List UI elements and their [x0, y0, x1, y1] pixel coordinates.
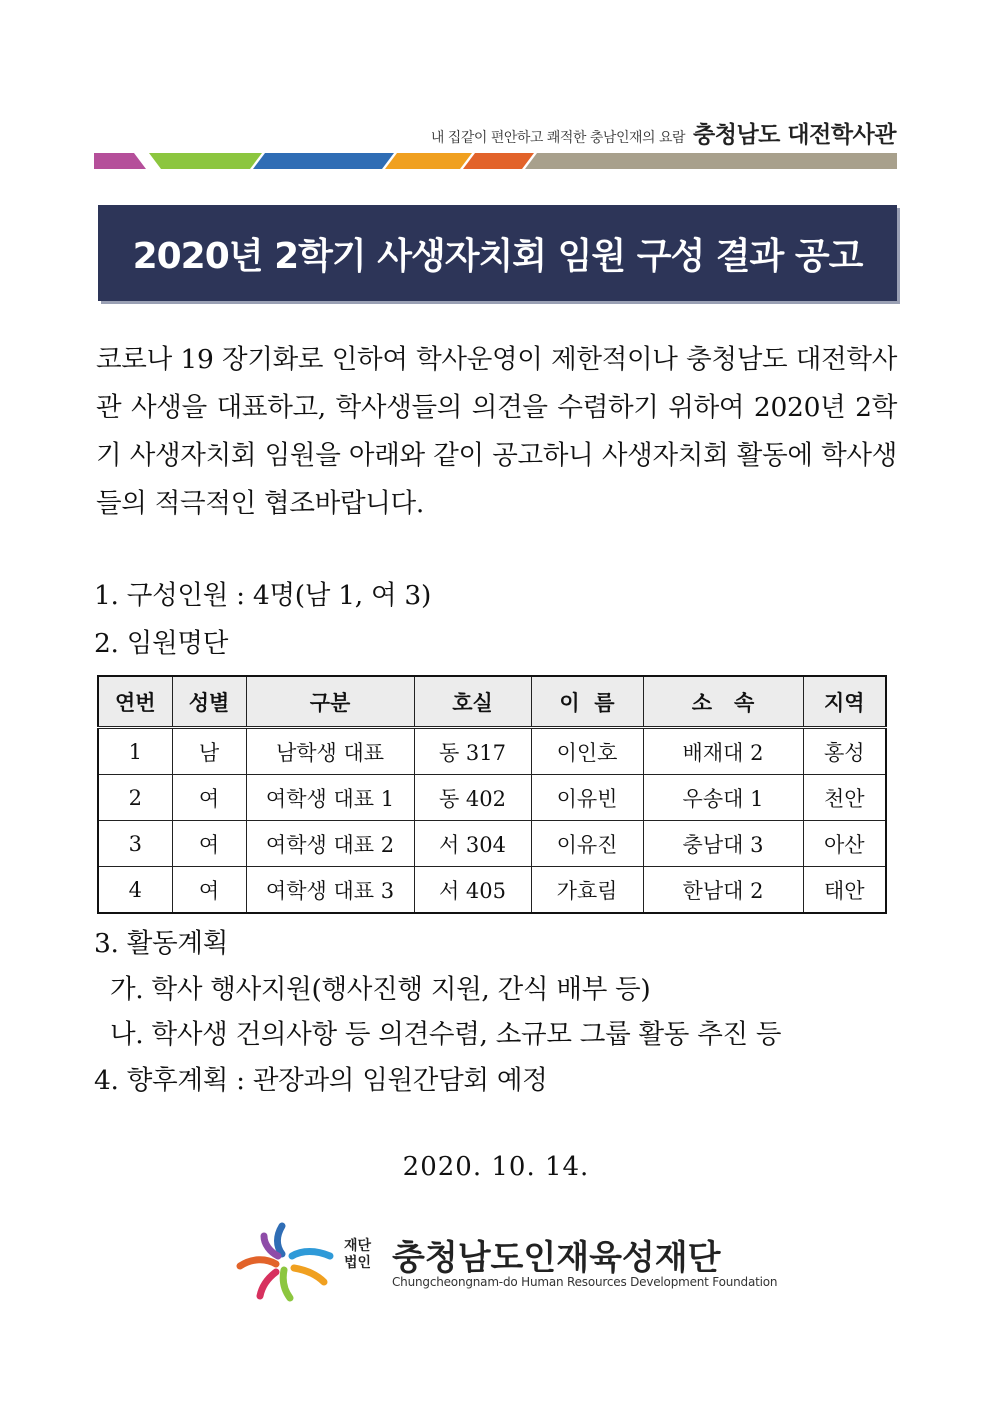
page-title: 2020년 2학기 사생자치회 임원 구성 결과 공고 — [132, 235, 863, 277]
band-segment-green — [149, 153, 262, 169]
cell-name: 이인호 — [531, 728, 643, 775]
col-header-gender: 성별 — [172, 676, 246, 728]
cell-school: 배재대 2 — [643, 728, 803, 775]
col-header-no: 연번 — [98, 676, 172, 728]
cell-region: 천안 — [803, 775, 886, 821]
cell-school: 우송대 1 — [643, 775, 803, 821]
col-header-name: 이 름 — [531, 676, 643, 728]
cell-room: 동 317 — [414, 728, 531, 775]
item-1-members: 1. 구성인원 : 4명(남 1, 여 3) — [94, 580, 432, 611]
cell-role: 여학생 대표 1 — [246, 775, 414, 821]
foundation-name-en: Chungcheongnam-do Human Resources Development Foundation — [392, 1275, 778, 1289]
header-slogan: 내 집같이 편안하고 쾌적한 충남인재의 요람 — [430, 130, 686, 146]
cell-no: 2 — [98, 775, 172, 821]
cell-role: 여학생 대표 2 — [246, 821, 414, 867]
foundation-logo — [236, 1222, 776, 1302]
band-segment-gray — [525, 153, 897, 169]
cell-no: 3 — [98, 821, 172, 867]
table-row — [98, 728, 886, 775]
cell-name: 이유빈 — [531, 775, 643, 821]
item-3b-opinion-collection: 나. 학사생 건의사항 등 의견수렴, 소규모 그룹 활동 추진 등 — [110, 1019, 782, 1050]
cell-name: 이유진 — [531, 821, 643, 867]
cell-region: 홍성 — [803, 728, 886, 775]
cell-school: 한남대 2 — [643, 867, 803, 914]
cell-region: 아산 — [803, 821, 886, 867]
item-2-roster-heading: 2. 임원명단 — [94, 628, 229, 659]
cell-room: 서 405 — [414, 867, 531, 914]
cell-no: 4 — [98, 867, 172, 914]
header-org-name: 충청남도 대전학사관 — [693, 122, 896, 148]
roster-table — [97, 675, 887, 914]
cell-gender: 여 — [172, 775, 246, 821]
col-header-room: 호실 — [414, 676, 531, 728]
foundation-name: 충청남도인재육성재단 — [392, 1238, 721, 1278]
cell-region: 태안 — [803, 867, 886, 914]
cell-gender: 여 — [172, 821, 246, 867]
cell-role: 남학생 대표 — [246, 728, 414, 775]
badge-line-1: 재단 — [344, 1238, 372, 1254]
pinwheel-icon — [236, 1222, 336, 1302]
table-row — [98, 867, 886, 914]
foundation-badge — [344, 1238, 371, 1272]
badge-line-2: 법인 — [344, 1255, 372, 1271]
band-segment-yellow — [385, 153, 472, 169]
col-header-school: 소 속 — [643, 676, 803, 728]
item-3a-event-support: 가. 학사 행사지원(행사진행 지원, 간식 배부 등) — [110, 974, 651, 1005]
cell-gender: 남 — [172, 728, 246, 775]
title-box — [98, 205, 897, 301]
cell-role: 여학생 대표 3 — [246, 867, 414, 914]
cell-name: 가효림 — [531, 867, 643, 914]
table-header-row — [98, 676, 886, 728]
cell-room: 동 402 — [414, 775, 531, 821]
band-segment-magenta — [94, 153, 146, 169]
band-segment-blue — [253, 153, 394, 169]
table-row — [98, 821, 886, 867]
cell-room: 서 304 — [414, 821, 531, 867]
band-segment-orange — [463, 153, 534, 169]
col-header-role: 구분 — [246, 676, 414, 728]
header — [431, 116, 896, 150]
notice-date: 2020. 10. 14. — [402, 1152, 590, 1182]
item-4-future-plan: 4. 향후계획 : 관장과의 임원간담회 예정 — [94, 1065, 548, 1096]
cell-no: 1 — [98, 728, 172, 775]
table-row — [98, 775, 886, 821]
intro-paragraph: 코로나 19 장기화로 인하여 학사운영이 제한적이나 충청남도 대전학사관 사생을 대표하고, 학사생들의 의견을 수렴하기 위하여 2020년 2학기 사생자치회 임원을 아래와 같이 공고하니 사생자치회 활동에 학사생들의 적극적인 협조바랍니다. — [96, 344, 897, 519]
header-color-band — [94, 153, 897, 169]
cell-gender: 여 — [172, 867, 246, 914]
col-header-region: 지역 — [803, 676, 886, 728]
item-3-activity-plan: 3. 활동계획 — [94, 928, 229, 959]
cell-school: 충남대 3 — [643, 821, 803, 867]
